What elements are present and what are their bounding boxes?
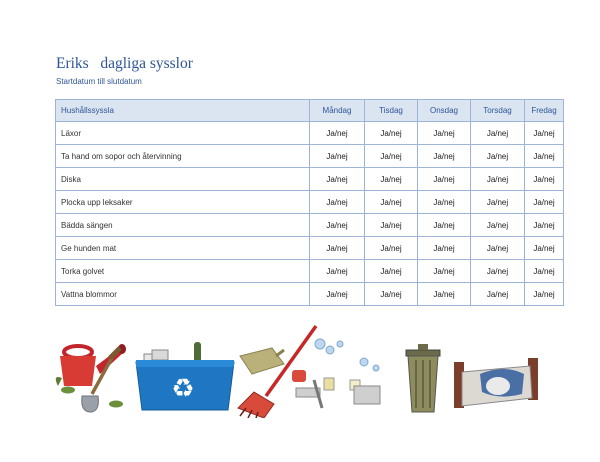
- day-cell[interactable]: Ja/nej: [471, 214, 525, 237]
- day-cell[interactable]: Ja/nej: [310, 145, 365, 168]
- day-cell[interactable]: Ja/nej: [310, 260, 365, 283]
- table-row: [56, 145, 564, 168]
- day-cell[interactable]: Ja/nej: [365, 214, 418, 237]
- chore-name: Diska: [56, 168, 310, 191]
- day-cell[interactable]: Ja/nej: [418, 283, 471, 306]
- day-cell[interactable]: Ja/nej: [471, 191, 525, 214]
- chore-name: Ge hunden mat: [56, 237, 310, 260]
- day-cell[interactable]: Ja/nej: [418, 260, 471, 283]
- day-cell[interactable]: Ja/nej: [418, 145, 471, 168]
- page-title: Eriks dagliga sysslor: [56, 55, 193, 72]
- table-row: [56, 283, 564, 306]
- date-range-subtitle: Startdatum till slutdatum: [56, 77, 142, 86]
- day-cell[interactable]: Ja/nej: [471, 237, 525, 260]
- day-cell[interactable]: Ja/nej: [525, 214, 564, 237]
- trash-can-icon: [406, 344, 440, 412]
- column-header-monday: Måndag: [310, 100, 365, 122]
- day-cell[interactable]: Ja/nej: [365, 191, 418, 214]
- day-cell[interactable]: Ja/nej: [525, 191, 564, 214]
- day-cell[interactable]: Ja/nej: [365, 283, 418, 306]
- chore-name: Läxor: [56, 122, 310, 145]
- column-header-wednesday: Onsdag: [418, 100, 471, 122]
- chore-name: Ta hand om sopor och återvinning: [56, 145, 310, 168]
- day-cell[interactable]: Ja/nej: [471, 122, 525, 145]
- day-cell[interactable]: Ja/nej: [365, 260, 418, 283]
- table-row: [56, 191, 564, 214]
- recycling-bin-icon: [136, 342, 234, 410]
- chores-illustration: [52, 318, 562, 418]
- column-header-tuesday: Tisdag: [365, 100, 418, 122]
- day-cell[interactable]: Ja/nej: [525, 260, 564, 283]
- column-header-friday: Fredag: [525, 100, 564, 122]
- day-cell[interactable]: Ja/nej: [525, 237, 564, 260]
- day-cell[interactable]: Ja/nej: [525, 122, 564, 145]
- dustpan-icon: [240, 348, 284, 374]
- day-cell[interactable]: Ja/nej: [310, 168, 365, 191]
- day-cell[interactable]: Ja/nej: [525, 283, 564, 306]
- chore-name: Vattna blommor: [56, 283, 310, 306]
- table-row: [56, 260, 564, 283]
- day-cell[interactable]: Ja/nej: [418, 122, 471, 145]
- day-cell[interactable]: Ja/nej: [418, 168, 471, 191]
- day-cell[interactable]: Ja/nej: [471, 260, 525, 283]
- day-cell[interactable]: Ja/nej: [471, 168, 525, 191]
- chore-table: [55, 99, 564, 306]
- day-cell[interactable]: Ja/nej: [310, 191, 365, 214]
- day-cell[interactable]: Ja/nej: [525, 168, 564, 191]
- day-cell[interactable]: Ja/nej: [471, 283, 525, 306]
- table-row: [56, 214, 564, 237]
- chore-name: Plocka upp leksaker: [56, 191, 310, 214]
- day-cell[interactable]: Ja/nej: [471, 145, 525, 168]
- day-cell[interactable]: Ja/nej: [310, 237, 365, 260]
- day-cell[interactable]: Ja/nej: [365, 122, 418, 145]
- day-cell[interactable]: Ja/nej: [310, 122, 365, 145]
- day-cell[interactable]: Ja/nej: [365, 168, 418, 191]
- unmade-bed-icon: [454, 358, 538, 408]
- svg-text:♻: ♻: [171, 374, 195, 404]
- table-row: [56, 122, 564, 145]
- chore-name: Torka golvet: [56, 260, 310, 283]
- day-cell[interactable]: Ja/nej: [310, 214, 365, 237]
- table-header-row: [56, 100, 564, 122]
- day-cell[interactable]: Ja/nej: [365, 145, 418, 168]
- column-header-thursday: Torsdag: [471, 100, 525, 122]
- day-cell[interactable]: Ja/nej: [365, 237, 418, 260]
- chore-name: Bädda sängen: [56, 214, 310, 237]
- day-cell[interactable]: Ja/nej: [525, 145, 564, 168]
- table-row: [56, 168, 564, 191]
- day-cell[interactable]: Ja/nej: [418, 214, 471, 237]
- day-cell[interactable]: Ja/nej: [418, 191, 471, 214]
- column-header-chore: Hushållssyssla: [56, 100, 310, 122]
- day-cell[interactable]: Ja/nej: [310, 283, 365, 306]
- table-row: [56, 237, 564, 260]
- dishes-icon: [292, 339, 380, 408]
- day-cell[interactable]: Ja/nej: [418, 237, 471, 260]
